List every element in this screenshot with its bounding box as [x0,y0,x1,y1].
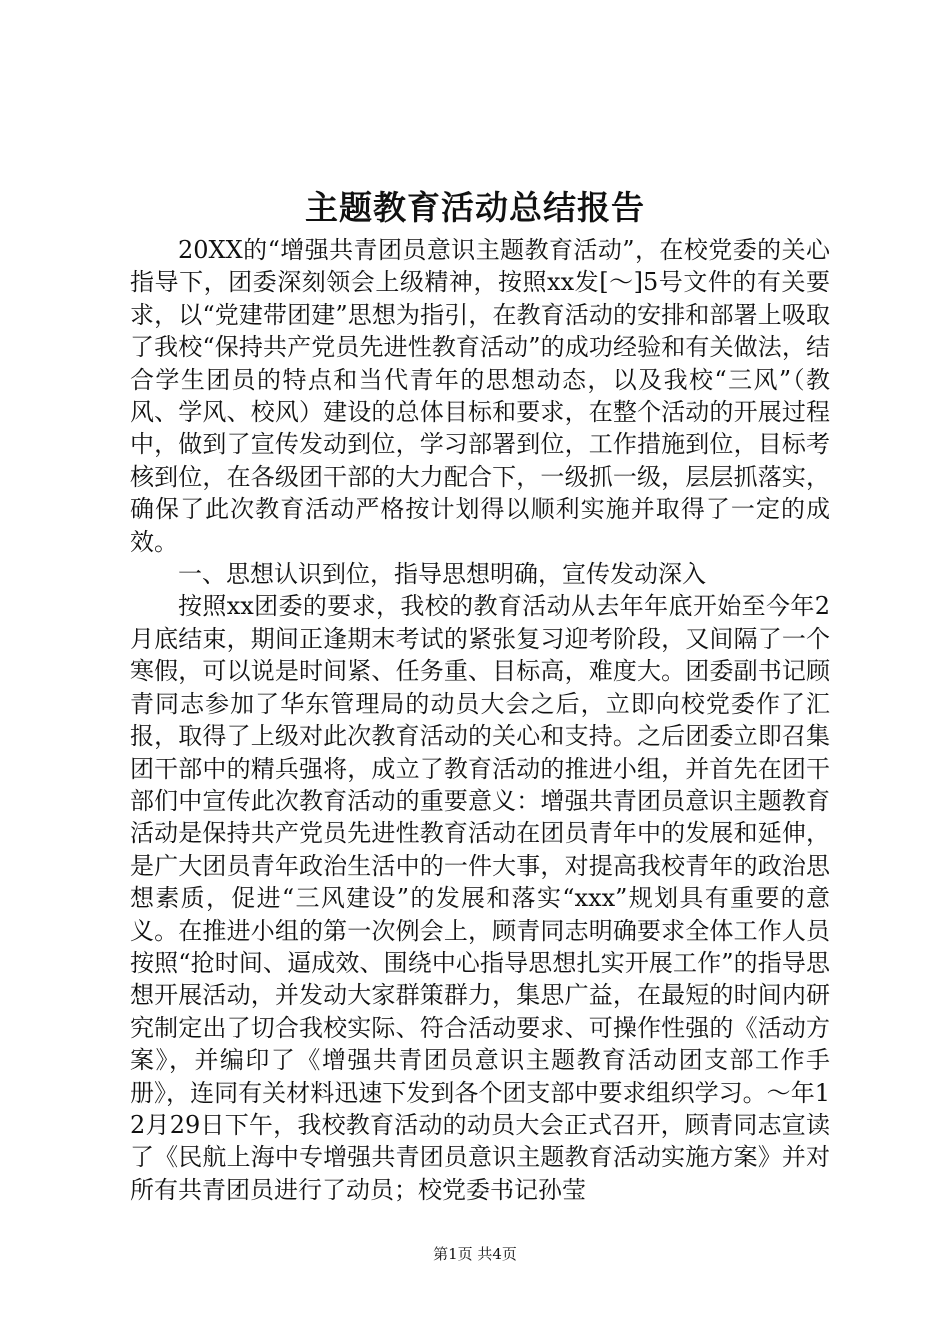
body-paragraph-section-1: 按照xx团委的要求，我校的教育活动从去年年底开始至今年2月底结束，期间正逢期末考试的紧张复习迎考阶段，又间隔了一个寒假，可以说是时间紧、任务重、目标高，难度大。团委副书记顾青同志参加了华东管理局的动员大会之后，立即向校党委作了汇报，取得了上级对此次教育活动的关心和支持。之后团委立即召集团干部中的精兵强将，成立了教育活动的推进小组，并首先在团干部们中宣传此次教育活动的重要意义：增强共青团员意识主题教育活动是保持共产党员先进性教育活动在团员青年中的发展和延伸，是广大团员青年政治生活中的一件大事，对提高我校青年的政治思想素质，促进“三风建设”的发展和落实“xxx”规划具有重要的意义。在推进小组的第一次例会上，顾青同志明确要求全体工作人员按照“抢时间、逼成效、围绕中心指导思想扎实开展工作”的指导思想开展活动，并发动大家群策群力，集思广益，在最短的时间内研究制定出了切合我校实际、符合活动要求、可操作性强的《活动方案》，并编印了《增强共青团员意识主题教育活动团支部工作手册》，连同有关材料迅速下发到各个团支部中要求组织学习。～年12月29日下午，我校教育活动的动员大会正式召开，顾青同志宣读了《民航上海中专增强共青团员意识主题教育活动实施方案》并对所有共青团员进行了动员；校党委书记孙莹 [130,592,830,1204]
section-heading-1: 一、思想认识到位，指导思想明确，宣传发动深入 [178,560,706,589]
document-body [130,234,830,1206]
page-footer: 第1页 共4页 [433,1245,517,1263]
body-paragraph-intro: 20XX的“增强共青团员意识主题教育活动”，在校党委的关心指导下，团委深刻领会上级精神，按照xx发[～]5号文件的有关要求，以“党建带团建”思想为指引，在教育活动的安排和部署上吸取了我校“保持共产党员先进性教育活动”的成功经验和有关做法，结合学生团员的特点和当代青年的思想动态，以及我校“三风”（教风、学风、校风）建设的总体目标和要求，在整个活动的开展过程中，做到了宣传发动到位，学习部署到位，工作措施到位，目标考核到位，在各级团干部的大力配合下，一级抓一级，层层抓落实，确保了此次教育活动严格按计划得以顺利实施并取得了一定的成效。 [130,236,830,556]
document-title: 主题教育活动总结报告 [305,188,645,227]
